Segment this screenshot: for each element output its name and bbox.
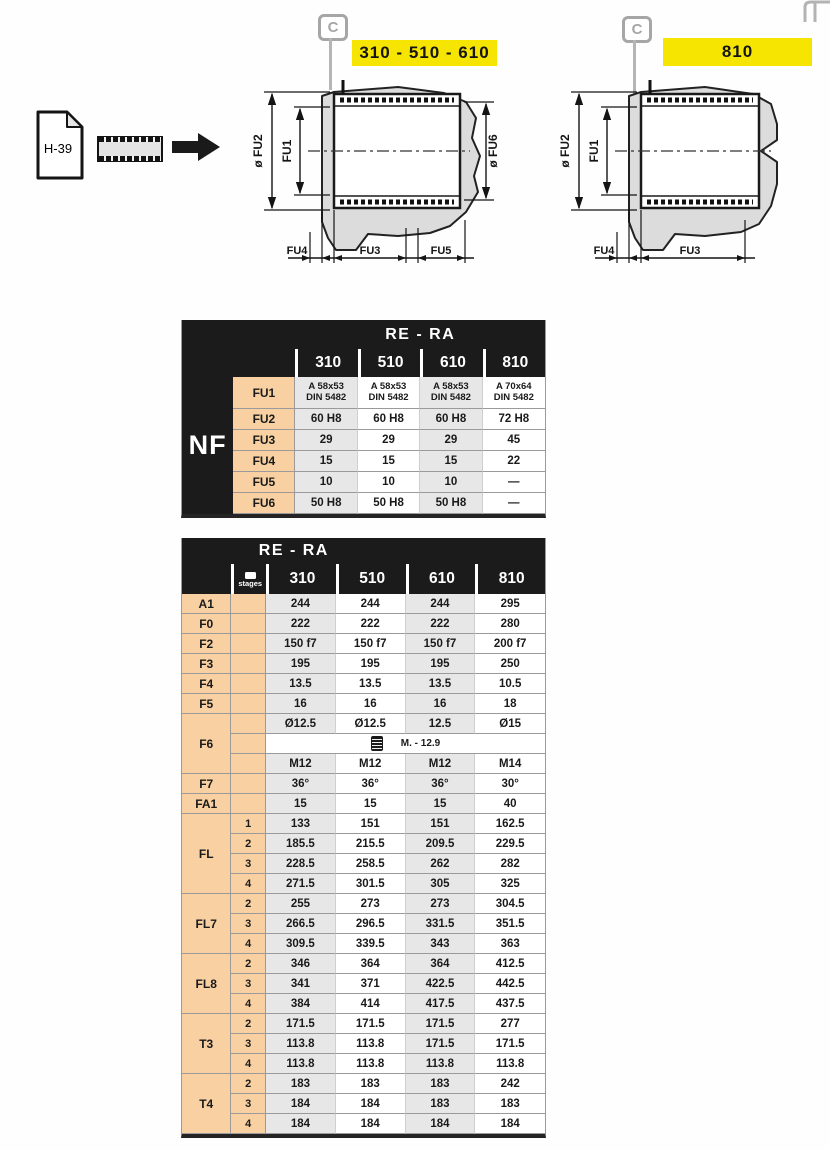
row-label: T3 bbox=[182, 1014, 231, 1074]
row-label: FU3 bbox=[233, 430, 295, 451]
value-cell: 15 bbox=[406, 794, 476, 814]
value-cell: 183 bbox=[406, 1074, 476, 1094]
table-row bbox=[182, 954, 545, 974]
value-cell: 184 bbox=[336, 1114, 406, 1134]
table-title-row bbox=[182, 320, 545, 349]
value-cell: 113.8 bbox=[336, 1034, 406, 1054]
table-row bbox=[182, 894, 545, 914]
flange-drawing-right bbox=[555, 80, 795, 285]
table-row bbox=[182, 1114, 545, 1134]
value-cell: 113.8 bbox=[336, 1054, 406, 1074]
value-cell: 185.5 bbox=[266, 834, 336, 854]
stage-cell: 4 bbox=[231, 994, 266, 1014]
table-title: RE - RA bbox=[182, 538, 406, 564]
value-cell: 304.5 bbox=[475, 894, 545, 914]
value-cell: 183 bbox=[266, 1074, 336, 1094]
value-cell: 228.5 bbox=[266, 854, 336, 874]
value-cell: 437.5 bbox=[475, 994, 545, 1014]
table-row bbox=[182, 1094, 545, 1114]
value-cell: Ø12.5 bbox=[266, 714, 336, 734]
stage-cell bbox=[231, 634, 266, 654]
row-label: F4 bbox=[182, 674, 231, 694]
mounting-dimensions-table bbox=[181, 538, 546, 1138]
table-row bbox=[182, 974, 545, 994]
value-cell: 10 bbox=[420, 472, 482, 493]
balloon-marker-c-left: C bbox=[318, 14, 348, 41]
stage-cell bbox=[231, 674, 266, 694]
dim-label-fu1: FU1 bbox=[587, 139, 601, 163]
stage-cell: 2 bbox=[231, 894, 266, 914]
value-cell: 242 bbox=[475, 1074, 545, 1094]
group-label-nf: NF bbox=[182, 377, 233, 514]
value-cell: 150 f7 bbox=[406, 634, 476, 654]
arrow-icon bbox=[172, 130, 220, 164]
table-row bbox=[182, 1014, 545, 1034]
value-cell: 15 bbox=[336, 794, 406, 814]
value-cell: 150 f7 bbox=[336, 634, 406, 654]
value-cell: 133 bbox=[266, 814, 336, 834]
value-cell: 244 bbox=[336, 594, 406, 614]
stage-cell bbox=[231, 734, 266, 754]
dim-label-fu2: ø FU2 bbox=[558, 134, 572, 168]
value-cell: 280 bbox=[475, 614, 545, 634]
dim-label-fu1: FU1 bbox=[280, 139, 294, 163]
value-cell: 29 bbox=[295, 430, 357, 451]
value-cell: 271.5 bbox=[266, 874, 336, 894]
stage-cell bbox=[231, 774, 266, 794]
value-cell: 183 bbox=[406, 1094, 476, 1114]
stage-cell: 1 bbox=[231, 814, 266, 834]
table-row bbox=[182, 934, 545, 954]
row-label: F6 bbox=[182, 714, 231, 774]
table-row bbox=[182, 714, 545, 734]
value-cell: 222 bbox=[266, 614, 336, 634]
stages-label: stages bbox=[238, 579, 263, 588]
value-cell: 16 bbox=[336, 694, 406, 714]
nf-dimensions-table bbox=[181, 320, 546, 518]
value-cell: Ø15 bbox=[475, 714, 545, 734]
value-cell: A 70x64 DIN 5482 bbox=[483, 377, 545, 409]
value-cell: 255 bbox=[266, 894, 336, 914]
value-cell: 151 bbox=[406, 814, 476, 834]
value-cell: 10.5 bbox=[475, 674, 545, 694]
value-cell: 36° bbox=[266, 774, 336, 794]
value-cell: 15 bbox=[358, 451, 420, 472]
value-cell: 209.5 bbox=[406, 834, 476, 854]
row-label: F5 bbox=[182, 694, 231, 714]
value-cell: 258.5 bbox=[336, 854, 406, 874]
table-row bbox=[182, 451, 545, 472]
stage-cell: 4 bbox=[231, 874, 266, 894]
value-cell: 296.5 bbox=[336, 914, 406, 934]
value-cell: 184 bbox=[336, 1094, 406, 1114]
row-label: FU1 bbox=[233, 377, 295, 409]
value-cell: 309.5 bbox=[266, 934, 336, 954]
stage-cell: 2 bbox=[231, 1014, 266, 1034]
stage-cell: 2 bbox=[231, 954, 266, 974]
value-cell: 15 bbox=[266, 794, 336, 814]
row-label: FU6 bbox=[233, 493, 295, 514]
value-cell: 184 bbox=[266, 1094, 336, 1114]
value-cell: M12 bbox=[406, 754, 476, 774]
spline-shaft-icon bbox=[97, 136, 163, 162]
stage-cell: 3 bbox=[231, 914, 266, 934]
columns-row bbox=[182, 564, 545, 594]
value-cell: M12 bbox=[336, 754, 406, 774]
value-cell: 184 bbox=[266, 1114, 336, 1134]
value-cell: 325 bbox=[475, 874, 545, 894]
stage-cell: 3 bbox=[231, 974, 266, 994]
value-cell: 363 bbox=[475, 934, 545, 954]
stage-cell bbox=[231, 714, 266, 734]
partial-page-icon bbox=[796, 0, 830, 22]
column-header: 810 bbox=[475, 564, 545, 594]
value-cell: 30° bbox=[475, 774, 545, 794]
spline-teeth-top bbox=[99, 137, 161, 142]
value-cell: 414 bbox=[336, 994, 406, 1014]
value-cell: 36° bbox=[406, 774, 476, 794]
stage-cell: 3 bbox=[231, 1094, 266, 1114]
row-label: FL8 bbox=[182, 954, 231, 1014]
size-badge-310-510-610: 310 - 510 - 610 bbox=[352, 40, 497, 66]
value-cell: 36° bbox=[336, 774, 406, 794]
value-cell: 351.5 bbox=[475, 914, 545, 934]
column-header: 610 bbox=[406, 564, 476, 594]
table-row bbox=[182, 814, 545, 834]
value-cell: 343 bbox=[406, 934, 476, 954]
table-row bbox=[182, 1034, 545, 1054]
value-cell: 273 bbox=[406, 894, 476, 914]
value-cell: 442.5 bbox=[475, 974, 545, 994]
value-cell: 113.8 bbox=[406, 1054, 476, 1074]
value-cell: A 58x53 DIN 5482 bbox=[295, 377, 357, 409]
value-cell: 113.8 bbox=[475, 1054, 545, 1074]
value-cell: 171.5 bbox=[406, 1034, 476, 1054]
value-cell: 295 bbox=[475, 594, 545, 614]
stage-cell: 4 bbox=[231, 934, 266, 954]
value-cell: M12 bbox=[266, 754, 336, 774]
size-badge-810: 810 bbox=[663, 38, 812, 66]
value-cell: 50 H8 bbox=[295, 493, 357, 514]
value-cell: 244 bbox=[406, 594, 476, 614]
dim-label-fu4: FU4 bbox=[593, 245, 615, 257]
page-ref-label: H-39 bbox=[43, 141, 73, 156]
value-cell: 184 bbox=[406, 1114, 476, 1134]
value-cell: 262 bbox=[406, 854, 476, 874]
table-row bbox=[182, 409, 545, 430]
value-cell: 113.8 bbox=[266, 1054, 336, 1074]
value-cell: 331.5 bbox=[406, 914, 476, 934]
value-cell: 10 bbox=[295, 472, 357, 493]
table-row bbox=[182, 854, 545, 874]
value-cell: 13.5 bbox=[266, 674, 336, 694]
value-cell: 222 bbox=[406, 614, 476, 634]
table-row bbox=[182, 674, 545, 694]
value-cell: A 58x53 DIN 5482 bbox=[358, 377, 420, 409]
value-cell: 151 bbox=[336, 814, 406, 834]
value-cell: 12.5 bbox=[406, 714, 476, 734]
row-label: FL bbox=[182, 814, 231, 894]
value-cell: 183 bbox=[336, 1074, 406, 1094]
value-cell: 273 bbox=[336, 894, 406, 914]
value-cell: 45 bbox=[483, 430, 545, 451]
row-label: F2 bbox=[182, 634, 231, 654]
table-row bbox=[182, 754, 545, 774]
value-cell: 250 bbox=[475, 654, 545, 674]
dim-label-fu3: FU3 bbox=[679, 245, 701, 257]
balloon-marker-c-right: C bbox=[622, 16, 652, 43]
row-label: T4 bbox=[182, 1074, 231, 1134]
dim-label-fu2: ø FU2 bbox=[251, 134, 265, 168]
value-cell: 13.5 bbox=[406, 674, 476, 694]
value-cell: 412.5 bbox=[475, 954, 545, 974]
column-header: 310 bbox=[295, 349, 357, 377]
row-label: F7 bbox=[182, 774, 231, 794]
column-header: 510 bbox=[336, 564, 406, 594]
stage-cell: 4 bbox=[231, 1114, 266, 1134]
row-label: FU2 bbox=[233, 409, 295, 430]
table-row bbox=[182, 472, 545, 493]
stage-cell: 4 bbox=[231, 1054, 266, 1074]
value-cell: 384 bbox=[266, 994, 336, 1014]
stage-cell bbox=[231, 654, 266, 674]
row-label: F3 bbox=[182, 654, 231, 674]
dim-label-fu4: FU4 bbox=[286, 245, 308, 257]
spline-teeth-bottom bbox=[99, 156, 161, 161]
table-row bbox=[182, 614, 545, 634]
column-header: 810 bbox=[483, 349, 545, 377]
value-cell: 15 bbox=[295, 451, 357, 472]
value-cell: 50 H8 bbox=[358, 493, 420, 514]
page-ref-icon bbox=[36, 110, 84, 180]
table-title: RE - RA bbox=[295, 320, 545, 349]
value-cell: 371 bbox=[336, 974, 406, 994]
value-cell: 40 bbox=[475, 794, 545, 814]
value-cell: 16 bbox=[266, 694, 336, 714]
value-cell: 200 f7 bbox=[475, 634, 545, 654]
value-cell: — bbox=[483, 472, 545, 493]
stage-cell: 3 bbox=[231, 1034, 266, 1054]
value-cell: 13.5 bbox=[336, 674, 406, 694]
table-row bbox=[182, 594, 545, 614]
stage-cell bbox=[231, 614, 266, 634]
value-cell: 29 bbox=[420, 430, 482, 451]
stage-cell: 2 bbox=[231, 1074, 266, 1094]
value-cell: 50 H8 bbox=[420, 493, 482, 514]
stage-cell: 2 bbox=[231, 834, 266, 854]
value-cell: 162.5 bbox=[475, 814, 545, 834]
value-cell: 222 bbox=[336, 614, 406, 634]
value-cell: 282 bbox=[475, 854, 545, 874]
bolt-class-cell bbox=[266, 734, 545, 754]
value-cell: 16 bbox=[406, 694, 476, 714]
table-row bbox=[182, 430, 545, 451]
value-cell: 171.5 bbox=[266, 1014, 336, 1034]
value-cell: 417.5 bbox=[406, 994, 476, 1014]
table-title-row bbox=[182, 538, 545, 564]
table-row bbox=[182, 794, 545, 814]
value-cell: 183 bbox=[475, 1094, 545, 1114]
value-cell: 184 bbox=[475, 1114, 545, 1134]
value-cell: 364 bbox=[406, 954, 476, 974]
value-cell: 29 bbox=[358, 430, 420, 451]
column-header: 310 bbox=[266, 564, 336, 594]
value-cell: 266.5 bbox=[266, 914, 336, 934]
value-cell: 346 bbox=[266, 954, 336, 974]
row-label: FU5 bbox=[233, 472, 295, 493]
value-cell: 195 bbox=[336, 654, 406, 674]
dim-label-fu6: ø FU6 bbox=[486, 134, 500, 168]
stage-cell bbox=[231, 794, 266, 814]
table-row bbox=[182, 654, 545, 674]
value-cell: 15 bbox=[420, 451, 482, 472]
stage-cell: 3 bbox=[231, 854, 266, 874]
value-cell: M14 bbox=[475, 754, 545, 774]
stage-cell bbox=[231, 594, 266, 614]
value-cell: 60 H8 bbox=[420, 409, 482, 430]
value-cell: 422.5 bbox=[406, 974, 476, 994]
bolt-class-text: M. - 12.9 bbox=[400, 738, 441, 750]
table-row bbox=[182, 1074, 545, 1094]
flange-drawing-left bbox=[248, 80, 504, 285]
value-cell: 171.5 bbox=[475, 1034, 545, 1054]
column-header: 510 bbox=[358, 349, 420, 377]
value-cell: 229.5 bbox=[475, 834, 545, 854]
row-label: F0 bbox=[182, 614, 231, 634]
value-cell: 10 bbox=[358, 472, 420, 493]
bolt-icon bbox=[371, 736, 383, 751]
column-header: 610 bbox=[420, 349, 482, 377]
value-cell: A 58x53 DIN 5482 bbox=[420, 377, 482, 409]
table-row bbox=[182, 377, 545, 409]
value-cell: 150 f7 bbox=[266, 634, 336, 654]
value-cell: 215.5 bbox=[336, 834, 406, 854]
value-cell: 277 bbox=[475, 1014, 545, 1034]
table-row bbox=[182, 1054, 545, 1074]
dim-label-fu5: FU5 bbox=[430, 245, 452, 257]
header-corner bbox=[182, 320, 295, 377]
row-label: A1 bbox=[182, 594, 231, 614]
stages-icon bbox=[245, 572, 256, 579]
table-row bbox=[182, 634, 545, 654]
table-row bbox=[182, 493, 545, 514]
stage-cell bbox=[231, 754, 266, 774]
header-filler bbox=[406, 538, 545, 564]
table-row bbox=[182, 874, 545, 894]
dim-label-fu3: FU3 bbox=[359, 245, 381, 257]
value-cell: Ø12.5 bbox=[336, 714, 406, 734]
value-cell: 171.5 bbox=[336, 1014, 406, 1034]
table-row bbox=[182, 834, 545, 854]
header-corner bbox=[182, 564, 231, 594]
value-cell: 339.5 bbox=[336, 934, 406, 954]
row-label: FA1 bbox=[182, 794, 231, 814]
table-row bbox=[182, 774, 545, 794]
table-row bbox=[182, 994, 545, 1014]
value-cell: 364 bbox=[336, 954, 406, 974]
stage-cell bbox=[231, 694, 266, 714]
value-cell: 195 bbox=[406, 654, 476, 674]
value-cell: 18 bbox=[475, 694, 545, 714]
table-row bbox=[182, 694, 545, 714]
table-row bbox=[182, 914, 545, 934]
stages-header bbox=[231, 564, 266, 594]
value-cell: 72 H8 bbox=[483, 409, 545, 430]
table-row bbox=[182, 734, 545, 754]
value-cell: 113.8 bbox=[266, 1034, 336, 1054]
value-cell: 171.5 bbox=[406, 1014, 476, 1034]
row-label: FU4 bbox=[233, 451, 295, 472]
value-cell: 301.5 bbox=[336, 874, 406, 894]
value-cell: 22 bbox=[483, 451, 545, 472]
value-cell: 60 H8 bbox=[295, 409, 357, 430]
value-cell: 305 bbox=[406, 874, 476, 894]
value-cell: 195 bbox=[266, 654, 336, 674]
row-label: FL7 bbox=[182, 894, 231, 954]
value-cell: 60 H8 bbox=[358, 409, 420, 430]
value-cell: 341 bbox=[266, 974, 336, 994]
value-cell: — bbox=[483, 493, 545, 514]
value-cell: 244 bbox=[266, 594, 336, 614]
